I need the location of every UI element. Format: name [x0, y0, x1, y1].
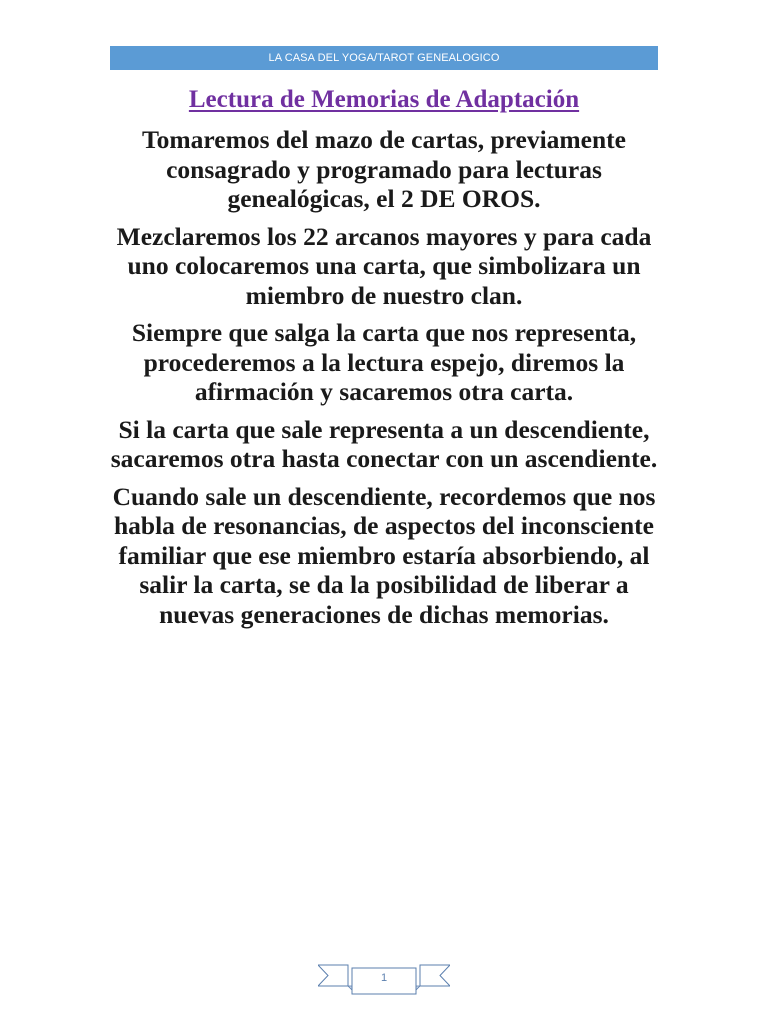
document-title: Lectura de Memorias de Adaptación: [188, 86, 580, 113]
header-text: LA CASA DEL YOGA/TAROT GENEALOGICO: [268, 52, 500, 64]
paragraph: Mezclaremos los 22 arcanos mayores y para cada uno colocaremos una carta, que simbolizara un miembro de nuestro clan.: [116, 221, 652, 310]
paragraph: Tomaremos del mazo de cartas, previamente consagrado y programado para lecturas genealógicas, el 2 DE OROS.: [142, 125, 626, 213]
page-number-ribbon: [318, 962, 450, 998]
document-body: [110, 125, 658, 637]
paragraph: Siempre que salga la carta que nos representa, procederemos a la lectura espejo, diremos la afirmación y sacaremos otra carta.: [131, 318, 637, 406]
paragraph: Si la carta que sale representa a un descendiente, sacaremos otra hasta conectar con un ascendiente.: [110, 414, 658, 473]
page-header-bar: [110, 46, 658, 70]
paragraph: Cuando sale un descendiente, recordemos que nos habla de resonancias, de aspectos del inconsciente familiar que ese miembro estaría absorbiendo, al salir la carta, se da la posibilidad de liberar a nuevas generaciones de dichas memorias.: [112, 481, 656, 629]
page-number: 1: [380, 972, 388, 984]
